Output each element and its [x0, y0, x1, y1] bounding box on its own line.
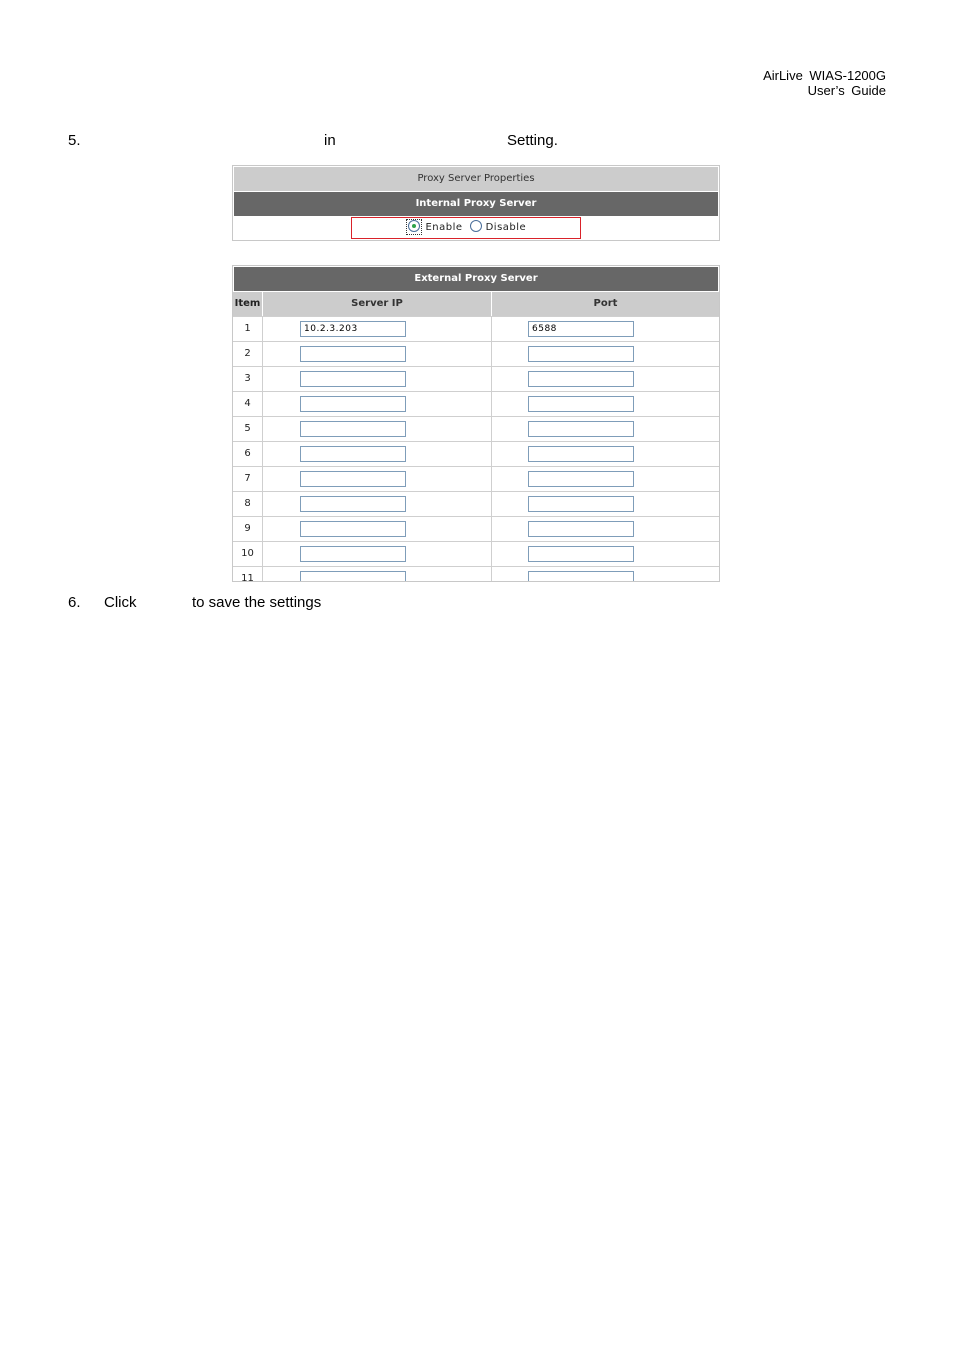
- row-item-number: 2: [244, 348, 251, 359]
- internal-proxy-title: Internal Proxy Server: [234, 192, 718, 216]
- port-cell: [491, 567, 719, 582]
- table-row: [233, 316, 719, 341]
- table-row: [233, 566, 719, 582]
- row-item-number: 6: [244, 448, 251, 459]
- server-ip-cell: [262, 492, 491, 516]
- disable-radio[interactable]: [470, 220, 482, 232]
- row-item-number: 4: [244, 398, 251, 409]
- port-cell: [491, 467, 719, 491]
- header-guide: User’s Guide: [807, 83, 886, 98]
- server-ip-cell: [262, 467, 491, 491]
- port-cell: [491, 317, 719, 341]
- port-input[interactable]: [528, 521, 634, 537]
- port-input[interactable]: [528, 421, 634, 437]
- table-row: [233, 416, 719, 441]
- enable-label[interactable]: Enable: [425, 222, 463, 233]
- server-ip-cell: [262, 392, 491, 416]
- port-cell: [491, 342, 719, 366]
- server-ip-cell: [262, 442, 491, 466]
- server-ip-cell: [262, 517, 491, 541]
- row-item-number: 9: [244, 523, 251, 534]
- table-row: [233, 541, 719, 566]
- server-ip-cell: [262, 567, 491, 582]
- table-row: [233, 466, 719, 491]
- step-6-click: Click: [104, 594, 137, 611]
- enable-radio[interactable]: [408, 220, 420, 232]
- port-cell: [491, 542, 719, 566]
- port-input[interactable]: 6588: [528, 321, 634, 337]
- server-ip-cell: [262, 367, 491, 391]
- server-ip-input[interactable]: [300, 471, 406, 487]
- table-row: [233, 516, 719, 541]
- header-product: AirLive WIAS-1200G: [763, 68, 886, 83]
- port-input[interactable]: [528, 546, 634, 562]
- port-cell: [491, 442, 719, 466]
- server-ip-cell: [262, 342, 491, 366]
- server-ip-input[interactable]: [300, 446, 406, 462]
- table-body: [233, 316, 719, 582]
- server-ip-cell: [262, 317, 491, 341]
- port-input[interactable]: [528, 496, 634, 512]
- port-input[interactable]: [528, 571, 634, 582]
- table-row: [233, 341, 719, 366]
- row-item-number: 7: [244, 473, 251, 484]
- port-input[interactable]: [528, 446, 634, 462]
- port-cell: [491, 392, 719, 416]
- step-5-setting: Setting.: [507, 132, 558, 149]
- proxy-properties-title: Proxy Server Properties: [234, 167, 718, 191]
- server-ip-input[interactable]: 10.2.3.203: [300, 321, 406, 337]
- server-ip-input[interactable]: [300, 396, 406, 412]
- step-6-rest: to save the settings: [192, 594, 322, 611]
- server-ip-input[interactable]: [300, 546, 406, 562]
- server-ip-input[interactable]: [300, 346, 406, 362]
- row-item-number: 1: [244, 323, 251, 334]
- header-port: Port: [491, 292, 719, 316]
- server-ip-input[interactable]: [300, 496, 406, 512]
- server-ip-input[interactable]: [300, 571, 406, 582]
- row-item-number: 5: [244, 423, 251, 434]
- external-proxy-title: External Proxy Server: [234, 267, 718, 291]
- header-item: Item: [234, 298, 261, 309]
- server-ip-input[interactable]: [300, 371, 406, 387]
- server-ip-input[interactable]: [300, 521, 406, 537]
- step-6: [68, 594, 668, 612]
- server-ip-cell: [262, 542, 491, 566]
- external-proxy-server-table: [232, 265, 720, 582]
- row-item-number: 8: [244, 498, 251, 509]
- proxy-server-properties-panel: [232, 165, 720, 241]
- port-input[interactable]: [528, 396, 634, 412]
- port-input[interactable]: [528, 471, 634, 487]
- port-cell: [491, 417, 719, 441]
- internal-proxy-radio-group: [351, 217, 581, 239]
- table-header-row: [233, 291, 719, 316]
- step-6-number: 6.: [68, 594, 81, 611]
- table-row: [233, 391, 719, 416]
- server-ip-cell: [262, 417, 491, 441]
- step-5-number: 5.: [68, 132, 81, 149]
- table-row: [233, 366, 719, 391]
- port-input[interactable]: [528, 371, 634, 387]
- row-item-number: 3: [244, 373, 251, 384]
- server-ip-input[interactable]: [300, 421, 406, 437]
- row-item-number: 10: [241, 548, 254, 559]
- port-input[interactable]: [528, 346, 634, 362]
- port-cell: [491, 492, 719, 516]
- row-item-number: 11: [241, 573, 254, 582]
- step-5-in: in: [324, 132, 336, 149]
- table-row: [233, 491, 719, 516]
- header-server-ip: Server IP: [262, 292, 491, 316]
- enable-radio-focus[interactable]: [406, 219, 422, 235]
- document-header: [763, 68, 886, 98]
- port-cell: [491, 517, 719, 541]
- disable-label[interactable]: Disable: [485, 222, 527, 233]
- table-row: [233, 441, 719, 466]
- step-5: [68, 132, 668, 150]
- port-cell: [491, 367, 719, 391]
